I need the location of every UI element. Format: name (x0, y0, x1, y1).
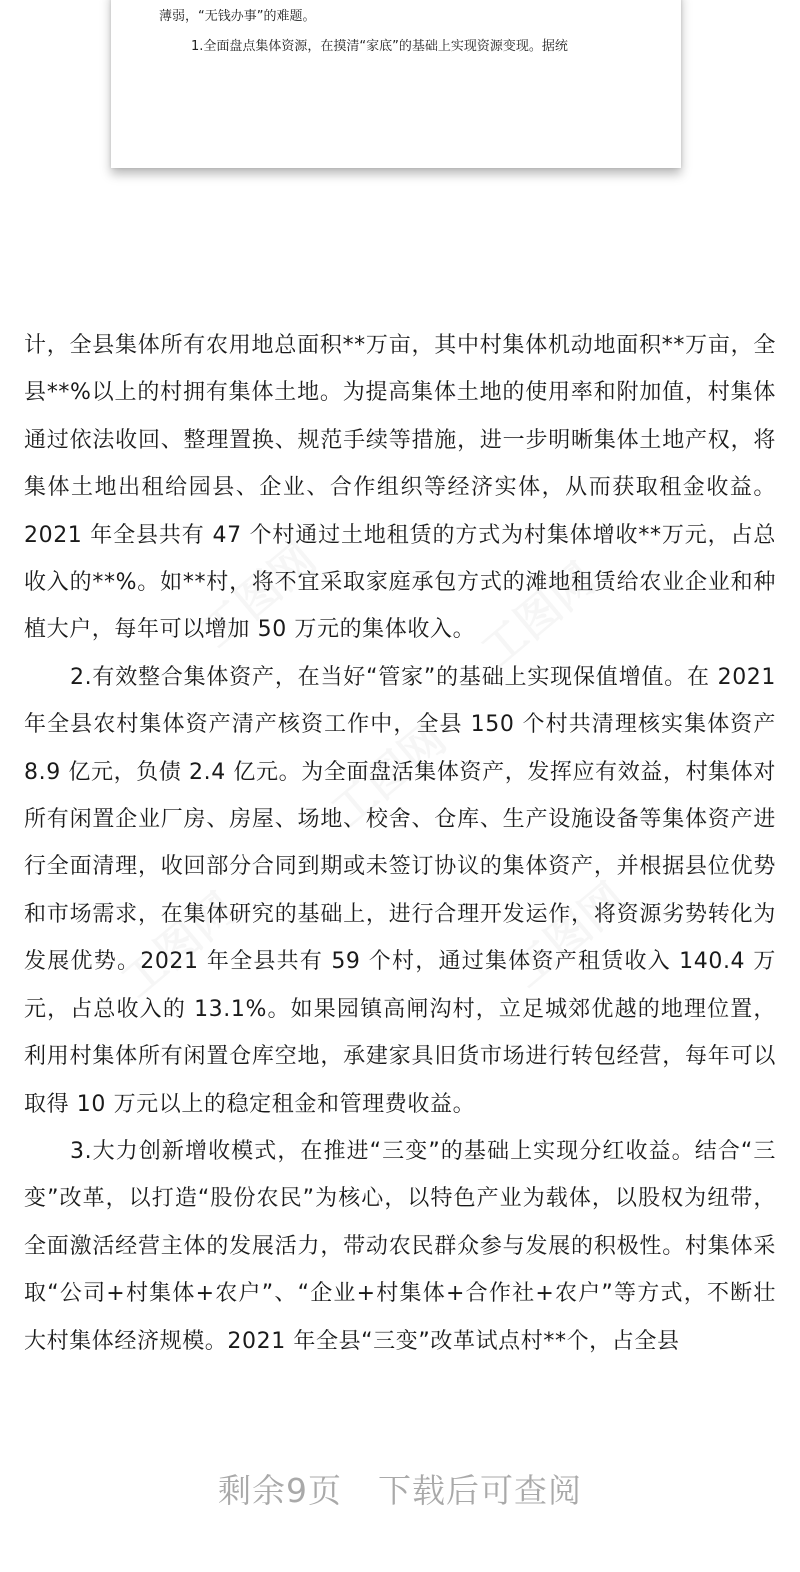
previous-page-card (111, 0, 681, 168)
download-to-view-label[interactable]: 下载后可查阅 (378, 1471, 582, 1510)
download-prompt[interactable] (0, 1462, 800, 1520)
paragraph: 3.大力创新增收模式，在推进“三变”的基础上实现分红收益。结合“三变”改革，以打造“股份农民”为核心，以特色产业为载体，以股权为纽带，全面激活经营主体的发展活力，带动农民群众参与发展的积极性。村集体采取“公司+村集体+农户”、“企业+村集体+合作社+农户”等方式，不断壮大村集体经济规模。2021 年全县“三变”改革试点村**个，占全县 (24, 1138, 776, 1354)
card-text-line: 薄弱，“无钱办事”的难题。 (159, 9, 316, 24)
document-body (24, 322, 776, 1365)
remaining-pages-label: 剩余9页 (218, 1471, 342, 1510)
paragraph: 计，全县集体所有农用地总面积**万亩，其中村集体机动地面积**万亩，全县**%以上的村拥有集体土地。为提高集体土地的使用率和附加值，村集体通过依法收回、整理置换、规范手续等措施，进一步明晰集体土地产权，将集体土地出租给园县、企业、合作组织等经济实体，从而获取租金收益。2021 年全县共有 47 个村通过土地租赁的方式为村集体增收**万元，占总收入的**%。如**村，将不宜采取家庭承包方式的滩地租赁给农业企业和种植大户，每年可以增加 50 万元的集体收入。 (24, 333, 776, 643)
paragraph: 2.有效整合集体资产，在当好“管家”的基础上实现保值增值。在 2021 年全县农村集体资产清产核资工作中，全县 150 个村共清理核实集体资产 8.9 亿元，负债 2.4 亿元。为全面盘活集体资产，发挥应有效益，村集体对所有闲置企业厂房、房屋、场地、校舍、仓库、生产设施设备等集体资产进行全面清理，收回部分合同到期或未签订协议的集体资产，并根据县位优势和市场需求，在集体研究的基础上，进行合理开发运作，将资源劣势转化为发展优势。2021 年全县共有 59 个村，通过集体资产租赁收入 140.4 万元，占总收入的 13.1%。如果园镇高闸沟村，立足城郊优越的地理位置，利用村集体所有闲置仓库空地，承建家具旧货市场进行转包经营，每年可以取得 10 万元以上的稳定租金和管理费收益。 (24, 664, 776, 1117)
card-text-line: 1.全面盘点集体资源，在摸清“家底”的基础上实现资源变现。据统 (191, 39, 568, 54)
